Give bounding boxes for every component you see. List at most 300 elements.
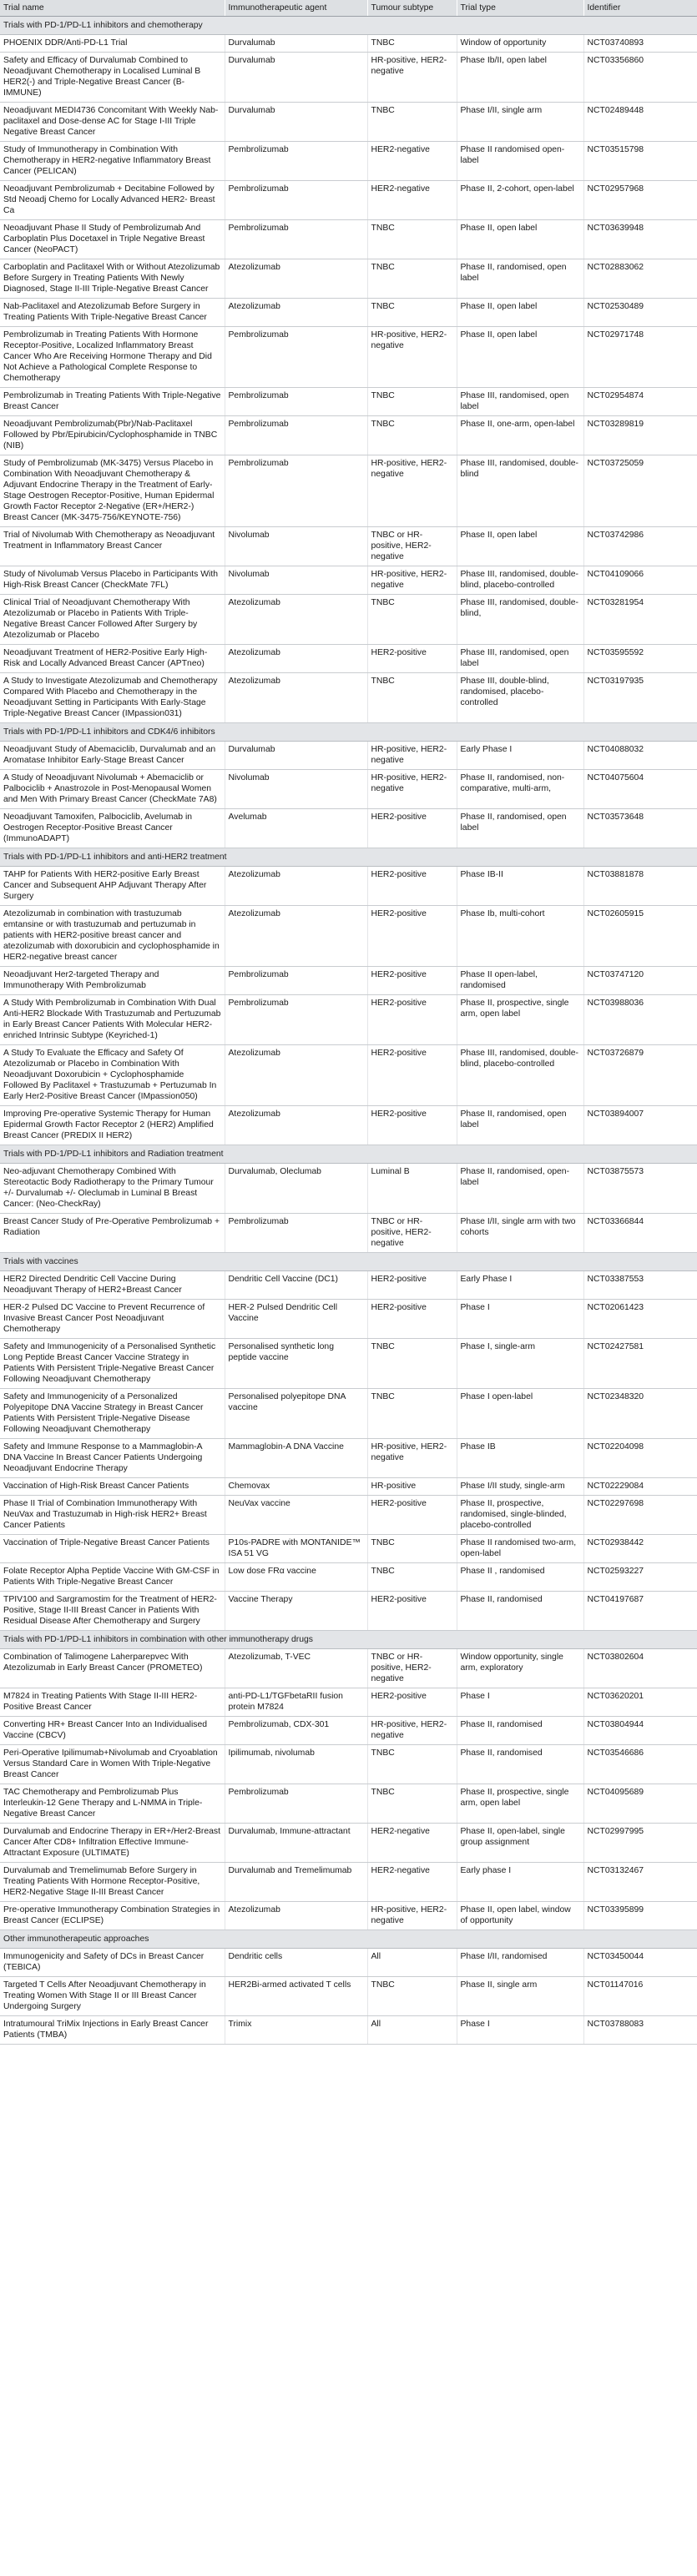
subtype-cell: HER2-positive — [367, 1688, 457, 1717]
identifier-cell: NCT03875573 — [583, 1164, 697, 1214]
agent-cell: Atezolizumab — [225, 1045, 367, 1106]
table-row — [0, 327, 697, 388]
subtype-cell: HER2-positive — [367, 645, 457, 673]
subtype-cell: TNBC — [367, 1535, 457, 1563]
agent-cell: Pembrolizumab — [225, 142, 367, 181]
table-row — [0, 2016, 697, 2045]
trial-type-cell: Phase III, randomised, open label — [457, 645, 583, 673]
trial-name-cell: HER-2 Pulsed DC Vaccine to Prevent Recurrence of Invasive Breast Cancer Post Neoadjuvant Chemotherapy — [0, 1300, 225, 1339]
table-row — [0, 809, 697, 848]
trial-type-cell: Phase III, randomised, double-blind, placebo-controlled — [457, 1045, 583, 1106]
subtype-cell: HER2-positive — [367, 867, 457, 906]
table-row — [0, 1300, 697, 1339]
section-title: Trials with PD-1/PD-L1 inhibitors and anti-HER2 treatment — [0, 848, 697, 867]
trial-type-cell: Phase II, randomised, open label — [457, 259, 583, 299]
table-row — [0, 1649, 697, 1688]
subtype-cell: HR-positive, HER2-negative — [367, 742, 457, 770]
subtype-cell: HER2-negative — [367, 181, 457, 220]
identifier-cell: NCT03132467 — [583, 1863, 697, 1902]
agent-cell: Pembrolizumab — [225, 220, 367, 259]
identifier-cell: NCT02938442 — [583, 1535, 697, 1563]
trial-name-cell: Clinical Trial of Neoadjuvant Chemotherapy With Atezolizumab or Placebo in Patients With Triple-Negative Breast Cancer Followed After Surgery by Atezolizumab or Placebo — [0, 595, 225, 645]
identifier-cell: NCT02593227 — [583, 1563, 697, 1592]
section-title: Trials with PD-1/PD-L1 inhibitors in combination with other immunotherapy drugs — [0, 1631, 697, 1649]
table-row — [0, 142, 697, 181]
table-row — [0, 566, 697, 595]
section-header-row — [0, 1631, 697, 1649]
agent-cell: Atezolizumab — [225, 645, 367, 673]
agent-cell: HER2Bi-armed activated T cells — [225, 1977, 367, 2016]
agent-cell: Durvalumab — [225, 53, 367, 103]
subtype-cell: TNBC — [367, 103, 457, 142]
trial-name-cell: Neoadjuvant Pembrolizumab(Pbr)/Nab-Paclitaxel Followed by Pbr/Epirubicin/Cyclophosphamide in TNBC (NIB) — [0, 416, 225, 455]
trial-name-cell: A Study To Evaluate the Efficacy and Safety Of Atezolizumab or Placebo in Combination With Neoadjuvant Doxorubicin + Cyclophosphamide Followed By Paclitaxel + Trastuzumab + Pertuzumab In Early Her2-Positive Breast Cancer (IMpassion050) — [0, 1045, 225, 1106]
header-identifier: Identifier — [583, 0, 697, 17]
subtype-cell: HER2-positive — [367, 809, 457, 848]
table-row — [0, 967, 697, 995]
identifier-cell: NCT03573648 — [583, 809, 697, 848]
trial-name-cell: Atezolizumab in combination with trastuzumab emtansine or with trastuzumab and pertuzumab in patients with HER2-positive breast cancer and atezolizumab with doxorubicin and cyclophosphamide in HER2-negative breast cancer — [0, 906, 225, 967]
table-row — [0, 455, 697, 527]
trial-name-cell: Combination of Talimogene Laherparepvec With Atezolizumab in Early Breast Cancer (PROMETEO) — [0, 1649, 225, 1688]
trial-name-cell: Phase II Trial of Combination Immunotherapy With NeuVax and Trastuzumab in High-risk HER2+ Breast Cancer Patients — [0, 1496, 225, 1535]
subtype-cell: HER2-positive — [367, 967, 457, 995]
agent-cell: HER-2 Pulsed Dendritic Cell Vaccine — [225, 1300, 367, 1339]
subtype-cell: HER2-positive — [367, 1496, 457, 1535]
table-row — [0, 1478, 697, 1496]
identifier-cell: NCT03515798 — [583, 142, 697, 181]
subtype-cell: TNBC — [367, 595, 457, 645]
table-header-row — [0, 0, 697, 17]
agent-cell: Avelumab — [225, 809, 367, 848]
identifier-cell: NCT03620201 — [583, 1688, 697, 1717]
agent-cell: Personalised polyepitope DNA vaccine — [225, 1389, 367, 1439]
subtype-cell: HR-positive, HER2-negative — [367, 566, 457, 595]
trial-type-cell: Phase II, randomised, non-comparative, multi-arm, — [457, 770, 583, 809]
trial-type-cell: Phase Ib, multi-cohort — [457, 906, 583, 967]
table-row — [0, 1106, 697, 1145]
table-row — [0, 1045, 697, 1106]
agent-cell: Atezolizumab — [225, 1902, 367, 1930]
table-row — [0, 1745, 697, 1784]
trial-name-cell: TPIV100 and Sargramostim for the Treatment of HER2-Positive, Stage II-III Breast Cancer in Patients With Residual Disease After Chemotherapy and Surgery — [0, 1592, 225, 1631]
agent-cell: Chemovax — [225, 1478, 367, 1496]
subtype-cell: HER2-positive — [367, 995, 457, 1045]
trial-type-cell: Phase II, one-arm, open-label — [457, 416, 583, 455]
trial-type-cell: Phase III, randomised, open label — [457, 388, 583, 416]
header-trial-name: Trial name — [0, 0, 225, 17]
identifier-cell: NCT03742986 — [583, 527, 697, 566]
trial-type-cell: Phase II, single arm — [457, 1977, 583, 2016]
trial-type-cell: Phase III, double-blind, randomised, placebo-controlled — [457, 673, 583, 723]
trial-type-cell: Phase II randomised two-arm, open-label — [457, 1535, 583, 1563]
identifier-cell: NCT04109066 — [583, 566, 697, 595]
subtype-cell: TNBC — [367, 1745, 457, 1784]
section-header-row — [0, 723, 697, 742]
subtype-cell: HER2-positive — [367, 906, 457, 967]
identifier-cell: NCT02297698 — [583, 1496, 697, 1535]
table-row — [0, 220, 697, 259]
table-row — [0, 595, 697, 645]
table-row — [0, 35, 697, 53]
subtype-cell: HR-positive, HER2-negative — [367, 1439, 457, 1478]
trial-name-cell: PHOENIX DDR/Anti-PD-L1 Trial — [0, 35, 225, 53]
identifier-cell: NCT03450044 — [583, 1949, 697, 1977]
section-title: Trials with PD-1/PD-L1 inhibitors and CDK4/6 inhibitors — [0, 723, 697, 742]
table-row — [0, 53, 697, 103]
agent-cell: NeuVax vaccine — [225, 1496, 367, 1535]
agent-cell: Pembrolizumab — [225, 995, 367, 1045]
agent-cell: Atezolizumab — [225, 673, 367, 723]
trial-type-cell: Phase I — [457, 1300, 583, 1339]
trial-type-cell: Phase III, randomised, double-blind — [457, 455, 583, 527]
identifier-cell: NCT03747120 — [583, 967, 697, 995]
agent-cell: Atezolizumab, T-VEC — [225, 1649, 367, 1688]
subtype-cell: HR-positive, HER2-negative — [367, 53, 457, 103]
table-row — [0, 299, 697, 327]
trial-type-cell: Phase II, open label — [457, 299, 583, 327]
agent-cell: Dendritic Cell Vaccine (DC1) — [225, 1271, 367, 1300]
identifier-cell: NCT03788083 — [583, 2016, 697, 2045]
trial-name-cell: Study of Nivolumab Versus Placebo in Participants With High-Risk Breast Cancer (CheckMate 7FL) — [0, 566, 225, 595]
table-row — [0, 1592, 697, 1631]
agent-cell: Trimix — [225, 2016, 367, 2045]
trial-name-cell: Vaccination of Triple-Negative Breast Cancer Patients — [0, 1535, 225, 1563]
identifier-cell: NCT03802604 — [583, 1649, 697, 1688]
trial-type-cell: Phase I, single-arm — [457, 1339, 583, 1389]
agent-cell: Pembrolizumab — [225, 181, 367, 220]
trial-name-cell: Neoadjuvant Tamoxifen, Palbociclib, Avelumab in Oestrogen Receptor-Positive Breast Cancer (ImmunoADAPT) — [0, 809, 225, 848]
agent-cell: Pembrolizumab — [225, 455, 367, 527]
agent-cell: anti-PD-L1/TGFbetaRII fusion protein M7824 — [225, 1688, 367, 1717]
table-row — [0, 1902, 697, 1930]
identifier-cell: NCT02229084 — [583, 1478, 697, 1496]
table-row — [0, 1535, 697, 1563]
trial-name-cell: A Study With Pembrolizumab in Combination With Dual Anti-HER2 Blockade With Trastuzumab and Pertuzumab in Early Breast Cancer Patients With Molecular HER2-enriched Intrinsic Subtype (Keyriched-1) — [0, 995, 225, 1045]
identifier-cell: NCT02971748 — [583, 327, 697, 388]
trial-type-cell: Phase II, open label, window of opportunity — [457, 1902, 583, 1930]
identifier-cell: NCT03197935 — [583, 673, 697, 723]
trial-name-cell: TAHP for Patients With HER2-positive Early Breast Cancer and Subsequent AHP Adjuvant Therapy After Surgery — [0, 867, 225, 906]
agent-cell: Pembrolizumab — [225, 967, 367, 995]
agent-cell: Vaccine Therapy — [225, 1592, 367, 1631]
identifier-cell: NCT02204098 — [583, 1439, 697, 1478]
table-row — [0, 770, 697, 809]
table-row — [0, 1496, 697, 1535]
identifier-cell: NCT02954874 — [583, 388, 697, 416]
table-row — [0, 995, 697, 1045]
table-row — [0, 867, 697, 906]
section-header-row — [0, 1930, 697, 1949]
subtype-cell: TNBC — [367, 388, 457, 416]
identifier-cell: NCT03725059 — [583, 455, 697, 527]
identifier-cell: NCT03726879 — [583, 1045, 697, 1106]
identifier-cell: NCT02530489 — [583, 299, 697, 327]
trial-type-cell: Phase II, 2-cohort, open-label — [457, 181, 583, 220]
section-header-row — [0, 1253, 697, 1271]
table-row — [0, 103, 697, 142]
trial-name-cell: Pembrolizumab in Treating Patients With Triple-Negative Breast Cancer — [0, 388, 225, 416]
subtype-cell: TNBC or HR-positive, HER2-negative — [367, 527, 457, 566]
agent-cell: Atezolizumab — [225, 259, 367, 299]
subtype-cell: TNBC — [367, 1563, 457, 1592]
agent-cell: Low dose FRα vaccine — [225, 1563, 367, 1592]
agent-cell: Nivolumab — [225, 566, 367, 595]
trial-type-cell: Window of opportunity — [457, 35, 583, 53]
trial-type-cell: Phase I — [457, 1688, 583, 1717]
identifier-cell: NCT03281954 — [583, 595, 697, 645]
identifier-cell: NCT03356860 — [583, 53, 697, 103]
trial-type-cell: Phase II, randomised, open label — [457, 1106, 583, 1145]
trial-type-cell: Phase III, randomised, double-blind, — [457, 595, 583, 645]
table-row — [0, 1271, 697, 1300]
subtype-cell: Luminal B — [367, 1164, 457, 1214]
trial-name-cell: Neoadjuvant Phase II Study of Pembrolizumab And Carboplatin Plus Docetaxel in Triple Negative Breast Cancer (NeoPACT) — [0, 220, 225, 259]
identifier-cell: NCT01147016 — [583, 1977, 697, 2016]
trial-type-cell: Phase II, open label — [457, 527, 583, 566]
table-row — [0, 906, 697, 967]
agent-cell: P10s-PADRE with MONTANIDE™ ISA 51 VG — [225, 1535, 367, 1563]
table-row — [0, 1389, 697, 1439]
identifier-cell: NCT02061423 — [583, 1300, 697, 1339]
trial-type-cell: Early Phase I — [457, 1271, 583, 1300]
agent-cell: Durvalumab — [225, 103, 367, 142]
subtype-cell: HR-positive, HER2-negative — [367, 455, 457, 527]
trial-type-cell: Window opportunity, single arm, exploratory — [457, 1649, 583, 1688]
agent-cell: Mammaglobin-A DNA Vaccine — [225, 1439, 367, 1478]
trial-name-cell: Durvalumab and Endocrine Therapy in ER+/Her2-Breast Cancer After CD8+ Infiltration Effective Immune-Attractant Exposure (ULTIMATE) — [0, 1824, 225, 1863]
agent-cell: Dendritic cells — [225, 1949, 367, 1977]
table-row — [0, 388, 697, 416]
subtype-cell: TNBC — [367, 1977, 457, 2016]
table-row — [0, 1717, 697, 1745]
table-row — [0, 1949, 697, 1977]
trial-name-cell: Neo-adjuvant Chemotherapy Combined With Stereotactic Body Radiotherapy to the Primary Tumour +/- Durvalumab +/- Oleclumab in Luminal B Breast Cancer: (Neo-CheckRay) — [0, 1164, 225, 1214]
trial-name-cell: Pembrolizumab in Treating Patients With Hormone Receptor-Positive, Localized Inflammatory Breast Cancer Who Are Receiving Hormone Therapy and Did Not Achieve a Pathological Complete Response to Chemotherapy — [0, 327, 225, 388]
section-header-row — [0, 1145, 697, 1164]
table-row — [0, 742, 697, 770]
trial-name-cell: M7824 in Treating Patients With Stage II-III HER2-Positive Breast Cancer — [0, 1688, 225, 1717]
trial-name-cell: Neoadjuvant Her2-targeted Therapy and Immunotherapy With Pembrolizumab — [0, 967, 225, 995]
trial-type-cell: Phase II open-label, randomised — [457, 967, 583, 995]
table-row — [0, 1863, 697, 1902]
table-row — [0, 1688, 697, 1717]
identifier-cell: NCT03546686 — [583, 1745, 697, 1784]
table-row — [0, 181, 697, 220]
agent-cell: Atezolizumab — [225, 906, 367, 967]
agent-cell: Nivolumab — [225, 527, 367, 566]
trial-type-cell: Phase I/II study, single-arm — [457, 1478, 583, 1496]
section-title: Trials with vaccines — [0, 1253, 697, 1271]
section-header-row — [0, 17, 697, 35]
agent-cell: Durvalumab — [225, 742, 367, 770]
subtype-cell: TNBC — [367, 35, 457, 53]
trial-name-cell: Targeted T Cells After Neoadjuvant Chemotherapy in Treating Women With Stage II or III Breast Cancer Undergoing Surgery — [0, 1977, 225, 2016]
identifier-cell: NCT02489448 — [583, 103, 697, 142]
trial-name-cell: Neoadjuvant Pembrolizumab + Decitabine Followed by Std Neoadj Chemo for Locally Advanced HER2- Breast Ca — [0, 181, 225, 220]
trial-type-cell: Phase II, open label — [457, 220, 583, 259]
subtype-cell: HR-positive, HER2-negative — [367, 327, 457, 388]
identifier-cell: NCT03894007 — [583, 1106, 697, 1145]
subtype-cell: HER2-positive — [367, 1271, 457, 1300]
subtype-cell: HER2-positive — [367, 1045, 457, 1106]
table-row — [0, 416, 697, 455]
agent-cell: Durvalumab, Oleclumab — [225, 1164, 367, 1214]
table-row — [0, 1977, 697, 2016]
header-trial-type: Trial type — [457, 0, 583, 17]
subtype-cell: HER2-negative — [367, 1863, 457, 1902]
table-row — [0, 673, 697, 723]
subtype-cell: HR-positive, HER2-negative — [367, 1717, 457, 1745]
trial-name-cell: Durvalumab and Tremelimumab Before Surgery in Treating Patients With Hormone Receptor-Positive, HER2-Negative Stage II-III Breast Cancer — [0, 1863, 225, 1902]
trial-type-cell: Phase I/II, randomised — [457, 1949, 583, 1977]
trial-name-cell: Study of Pembrolizumab (MK-3475) Versus Placebo in Combination With Neoadjuvant Chemotherapy & Adjuvant Endocrine Therapy in the Treatment of Early-Stage Oestrogen Receptor-Positive, Human Epidermal Growth Factor Receptor 2-Negative (ER+/HER2-) Breast Cancer (MK-3475-756/KEYNOTE-756) — [0, 455, 225, 527]
table-row — [0, 1439, 697, 1478]
subtype-cell: HR-positive, HER2-negative — [367, 770, 457, 809]
subtype-cell: TNBC — [367, 673, 457, 723]
trial-type-cell: Phase II, randomised — [457, 1745, 583, 1784]
subtype-cell: All — [367, 2016, 457, 2045]
identifier-cell: NCT04088032 — [583, 742, 697, 770]
agent-cell: Durvalumab — [225, 35, 367, 53]
trial-type-cell: Phase II, randomised — [457, 1717, 583, 1745]
identifier-cell: NCT03988036 — [583, 995, 697, 1045]
trial-type-cell: Phase II, randomised — [457, 1592, 583, 1631]
identifier-cell: NCT03639948 — [583, 220, 697, 259]
identifier-cell: NCT02348320 — [583, 1389, 697, 1439]
agent-cell: Pembrolizumab, CDX-301 — [225, 1717, 367, 1745]
trial-type-cell: Phase I/II, single arm — [457, 103, 583, 142]
table-row — [0, 1784, 697, 1824]
identifier-cell: NCT03395899 — [583, 1902, 697, 1930]
subtype-cell: All — [367, 1949, 457, 1977]
agent-cell: Ipilimumab, nivolumab — [225, 1745, 367, 1784]
trial-name-cell: Safety and Efficacy of Durvalumab Combined to Neoadjuvant Chemotherapy in Localised Luminal B HER2(-) and Triple-Negative Breast Cancer (B-IMMUNE) — [0, 53, 225, 103]
trial-type-cell: Early Phase I — [457, 742, 583, 770]
identifier-cell: NCT03804944 — [583, 1717, 697, 1745]
trial-type-cell: Phase I — [457, 2016, 583, 2045]
trial-name-cell: Breast Cancer Study of Pre-Operative Pembrolizumab + Radiation — [0, 1214, 225, 1253]
trial-type-cell: Phase III, randomised, double-blind, placebo-controlled — [457, 566, 583, 595]
trial-name-cell: Safety and Immune Response to a Mammaglobin-A DNA Vaccine In Breast Cancer Patients Undergoing Neoadjuvant Endocrine Therapy — [0, 1439, 225, 1478]
trial-name-cell: Peri-Operative Ipilimumab+Nivolumab and Cryoablation Versus Standard Care in Women With Triple-Negative Breast Cancer — [0, 1745, 225, 1784]
agent-cell: Durvalumab and Tremelimumab — [225, 1863, 367, 1902]
trial-name-cell: HER2 Directed Dendritic Cell Vaccine During Neoadjuvant Therapy of HER2+Breast Cancer — [0, 1271, 225, 1300]
trial-name-cell: Carboplatin and Paclitaxel With or Without Atezolizumab Before Surgery in Treating Patients With Newly Diagnosed, Stage II-III Triple-Negative Breast Cancer — [0, 259, 225, 299]
trial-name-cell: Converting HR+ Breast Cancer Into an Individualised Vaccine (CBCV) — [0, 1717, 225, 1745]
table-row — [0, 527, 697, 566]
section-title: Other immunotherapeutic approaches — [0, 1930, 697, 1949]
identifier-cell: NCT02883062 — [583, 259, 697, 299]
agent-cell: Atezolizumab — [225, 1106, 367, 1145]
subtype-cell: HER2-negative — [367, 142, 457, 181]
agent-cell: Durvalumab, Immune-attractant — [225, 1824, 367, 1863]
subtype-cell: HER2-positive — [367, 1592, 457, 1631]
header-agent: Immunotherapeutic agent — [225, 0, 367, 17]
agent-cell: Atezolizumab — [225, 867, 367, 906]
table-row — [0, 1563, 697, 1592]
identifier-cell: NCT03289819 — [583, 416, 697, 455]
trial-name-cell: Safety and Immunogenicity of a Personalised Synthetic Long Peptide Breast Cancer Vaccine Strategy in Patients With Persistent Triple-Negative Breast Cancer Following Neoadjuvant Chemotherapy — [0, 1339, 225, 1389]
trial-name-cell: Intratumoural TriMix Injections in Early Breast Cancer Patients (TMBA) — [0, 2016, 225, 2045]
table-row — [0, 1214, 697, 1253]
table-row — [0, 259, 697, 299]
subtype-cell: HR-positive, HER2-negative — [367, 1902, 457, 1930]
agent-cell: Pembrolizumab — [225, 1214, 367, 1253]
trial-type-cell: Phase II , randomised — [457, 1563, 583, 1592]
agent-cell: Pembrolizumab — [225, 388, 367, 416]
trial-name-cell: Improving Pre-operative Systemic Therapy for Human Epidermal Growth Factor Receptor 2 (HER2) Amplified Breast Cancer (PREDIX II HER2) — [0, 1106, 225, 1145]
trial-type-cell: Phase I open-label — [457, 1389, 583, 1439]
trial-type-cell: Phase IB — [457, 1439, 583, 1478]
trial-name-cell: TAC Chemotherapy and Pembrolizumab Plus Interleukin-12 Gene Therapy and L-NMMA in Triple-Negative Breast Cancer — [0, 1784, 225, 1824]
trial-name-cell: Study of Immunotherapy in Combination With Chemotherapy in HER2-negative Inflammatory Breast Cancer (PELICAN) — [0, 142, 225, 181]
identifier-cell: NCT04095689 — [583, 1784, 697, 1824]
table-row — [0, 1164, 697, 1214]
trial-name-cell: Neoadjuvant Study of Abemaciclib, Durvalumab and an Aromatase Inhibitor Early-Stage Breast Cancer — [0, 742, 225, 770]
subtype-cell: HER2-positive — [367, 1106, 457, 1145]
subtype-cell: TNBC — [367, 1339, 457, 1389]
subtype-cell: TNBC — [367, 416, 457, 455]
table-row — [0, 645, 697, 673]
trial-name-cell: Folate Receptor Alpha Peptide Vaccine With GM-CSF in Patients With Triple-Negative Breast Cancer — [0, 1563, 225, 1592]
identifier-cell: NCT04075604 — [583, 770, 697, 809]
subtype-cell: TNBC — [367, 220, 457, 259]
agent-cell: Pembrolizumab — [225, 327, 367, 388]
subtype-cell: HER2-negative — [367, 1824, 457, 1863]
table-row — [0, 1824, 697, 1863]
trial-type-cell: Phase Ib/II, open label — [457, 53, 583, 103]
identifier-cell: NCT04197687 — [583, 1592, 697, 1631]
trial-name-cell: Trial of Nivolumab With Chemotherapy as Neoadjuvant Treatment in Inflammatory Breast Cancer — [0, 527, 225, 566]
table-body — [0, 17, 697, 2045]
trial-name-cell: Pre-operative Immunotherapy Combination Strategies in Breast Cancer (ECLIPSE) — [0, 1902, 225, 1930]
trial-type-cell: Early phase I — [457, 1863, 583, 1902]
trial-name-cell: A Study to Investigate Atezolizumab and Chemotherapy Compared With Placebo and Chemotherapy in the Neoadjuvant Setting in Participants With Early-Stage Triple-Negative Breast Cancer (IMpassion031) — [0, 673, 225, 723]
trial-type-cell: Phase I/II, single arm with two cohorts — [457, 1214, 583, 1253]
trial-name-cell: Immunogenicity and Safety of DCs in Breast Cancer (TEBICA) — [0, 1949, 225, 1977]
agent-cell: Nivolumab — [225, 770, 367, 809]
section-header-row — [0, 848, 697, 867]
trial-type-cell: Phase II randomised open-label — [457, 142, 583, 181]
trial-type-cell: Phase II, prospective, single arm, open label — [457, 995, 583, 1045]
table-row — [0, 1339, 697, 1389]
agent-cell: Atezolizumab — [225, 595, 367, 645]
trial-type-cell: Phase IB-II — [457, 867, 583, 906]
trial-type-cell: Phase II, open-label, single group assignment — [457, 1824, 583, 1863]
identifier-cell: NCT03387553 — [583, 1271, 697, 1300]
identifier-cell: NCT03881878 — [583, 867, 697, 906]
agent-cell: Pembrolizumab — [225, 416, 367, 455]
trial-name-cell: Safety and Immunogenicity of a Personalized Polyepitope DNA Vaccine Strategy in Breast Cancer Patients With Persistent Triple-Negative Disease Following Neoadjuvant Chemotherapy — [0, 1389, 225, 1439]
subtype-cell: TNBC or HR-positive, HER2-negative — [367, 1649, 457, 1688]
trial-name-cell: A Study of Neoadjuvant Nivolumab + Abemaciclib or Palbociclib + Anastrozole in Post-Menopausal Women and Men With Primary Breast Cancer (CheckMate 7A8) — [0, 770, 225, 809]
agent-cell: Pembrolizumab — [225, 1784, 367, 1824]
subtype-cell: TNBC — [367, 299, 457, 327]
identifier-cell: NCT03595592 — [583, 645, 697, 673]
subtype-cell: TNBC — [367, 259, 457, 299]
identifier-cell: NCT03366844 — [583, 1214, 697, 1253]
subtype-cell: HER2-positive — [367, 1300, 457, 1339]
identifier-cell: NCT02997995 — [583, 1824, 697, 1863]
identifier-cell: NCT02427581 — [583, 1339, 697, 1389]
agent-cell: Personalised synthetic long peptide vaccine — [225, 1339, 367, 1389]
subtype-cell: TNBC or HR-positive, HER2-negative — [367, 1214, 457, 1253]
trial-type-cell: Phase II, randomised, open label — [457, 809, 583, 848]
identifier-cell: NCT03740893 — [583, 35, 697, 53]
trial-name-cell: Vaccination of High-Risk Breast Cancer Patients — [0, 1478, 225, 1496]
trial-type-cell: Phase II, prospective, randomised, single-blinded, placebo-controlled — [457, 1496, 583, 1535]
